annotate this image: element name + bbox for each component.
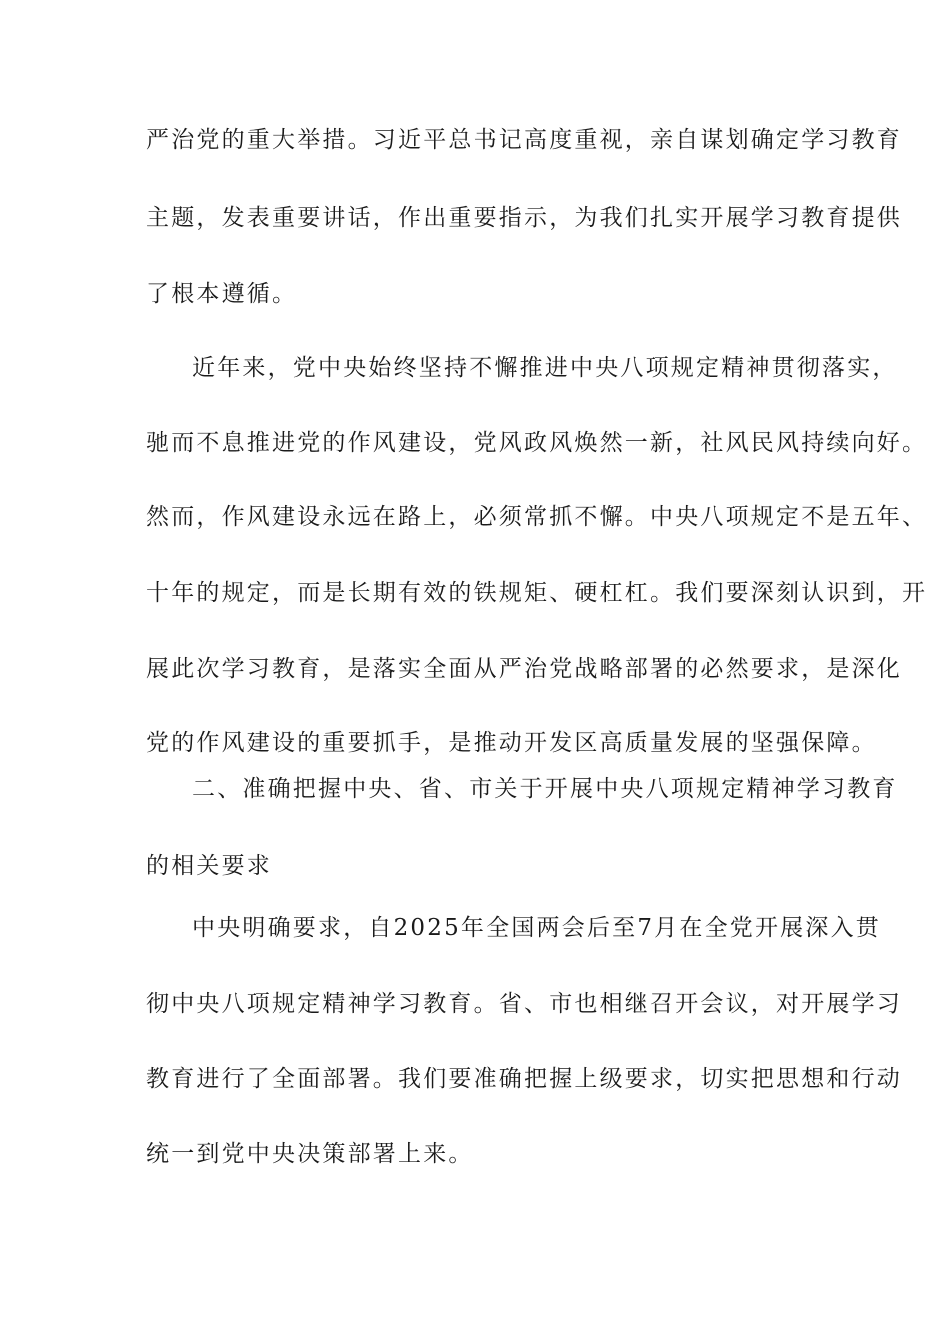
paragraph-line: 然而，作风建设永远在路上，必须常抓不懈。中央八项规定不是五年、 bbox=[146, 504, 928, 530]
section-heading-line: 二、准确把握中央、省、市关于开展中央八项规定精神学习教育 bbox=[192, 776, 898, 802]
paragraph-line: 中央明确要求，自2025年全国两会后至7月在全党开展深入贯 bbox=[192, 915, 881, 941]
paragraph-line: 了根本遵循。 bbox=[146, 281, 298, 307]
paragraph-line: 教育进行了全面部署。我们要准确把握上级要求，切实把思想和行动 bbox=[146, 1066, 902, 1092]
paragraph-line: 展此次学习教育，是落实全面从严治党战略部署的必然要求，是深化 bbox=[146, 656, 902, 682]
paragraph-line: 十年的规定，而是长期有效的铁规矩、硬杠杠。我们要深刻认识到，开 bbox=[146, 580, 928, 606]
paragraph-line: 严治党的重大举措。习近平总书记高度重视，亲自谋划确定学习教育 bbox=[146, 127, 902, 153]
paragraph-line: 党的作风建设的重要抓手，是推动开发区高质量发展的坚强保障。 bbox=[146, 730, 877, 756]
paragraph-line: 彻中央八项规定精神学习教育。省、市也相继召开会议，对开展学习 bbox=[146, 991, 902, 1017]
paragraph-line: 近年来，党中央始终坚持不懈推进中央八项规定精神贯彻落实， bbox=[192, 355, 898, 381]
section-heading-line: 的相关要求 bbox=[146, 853, 272, 879]
paragraph-line: 统一到党中央决策部署上来。 bbox=[146, 1141, 474, 1167]
paragraph-line: 主题，发表重要讲话，作出重要指示，为我们扎实开展学习教育提供 bbox=[146, 205, 902, 231]
paragraph-line: 驰而不息推进党的作风建设，党风政风焕然一新，社风民风持续向好。 bbox=[146, 430, 928, 456]
